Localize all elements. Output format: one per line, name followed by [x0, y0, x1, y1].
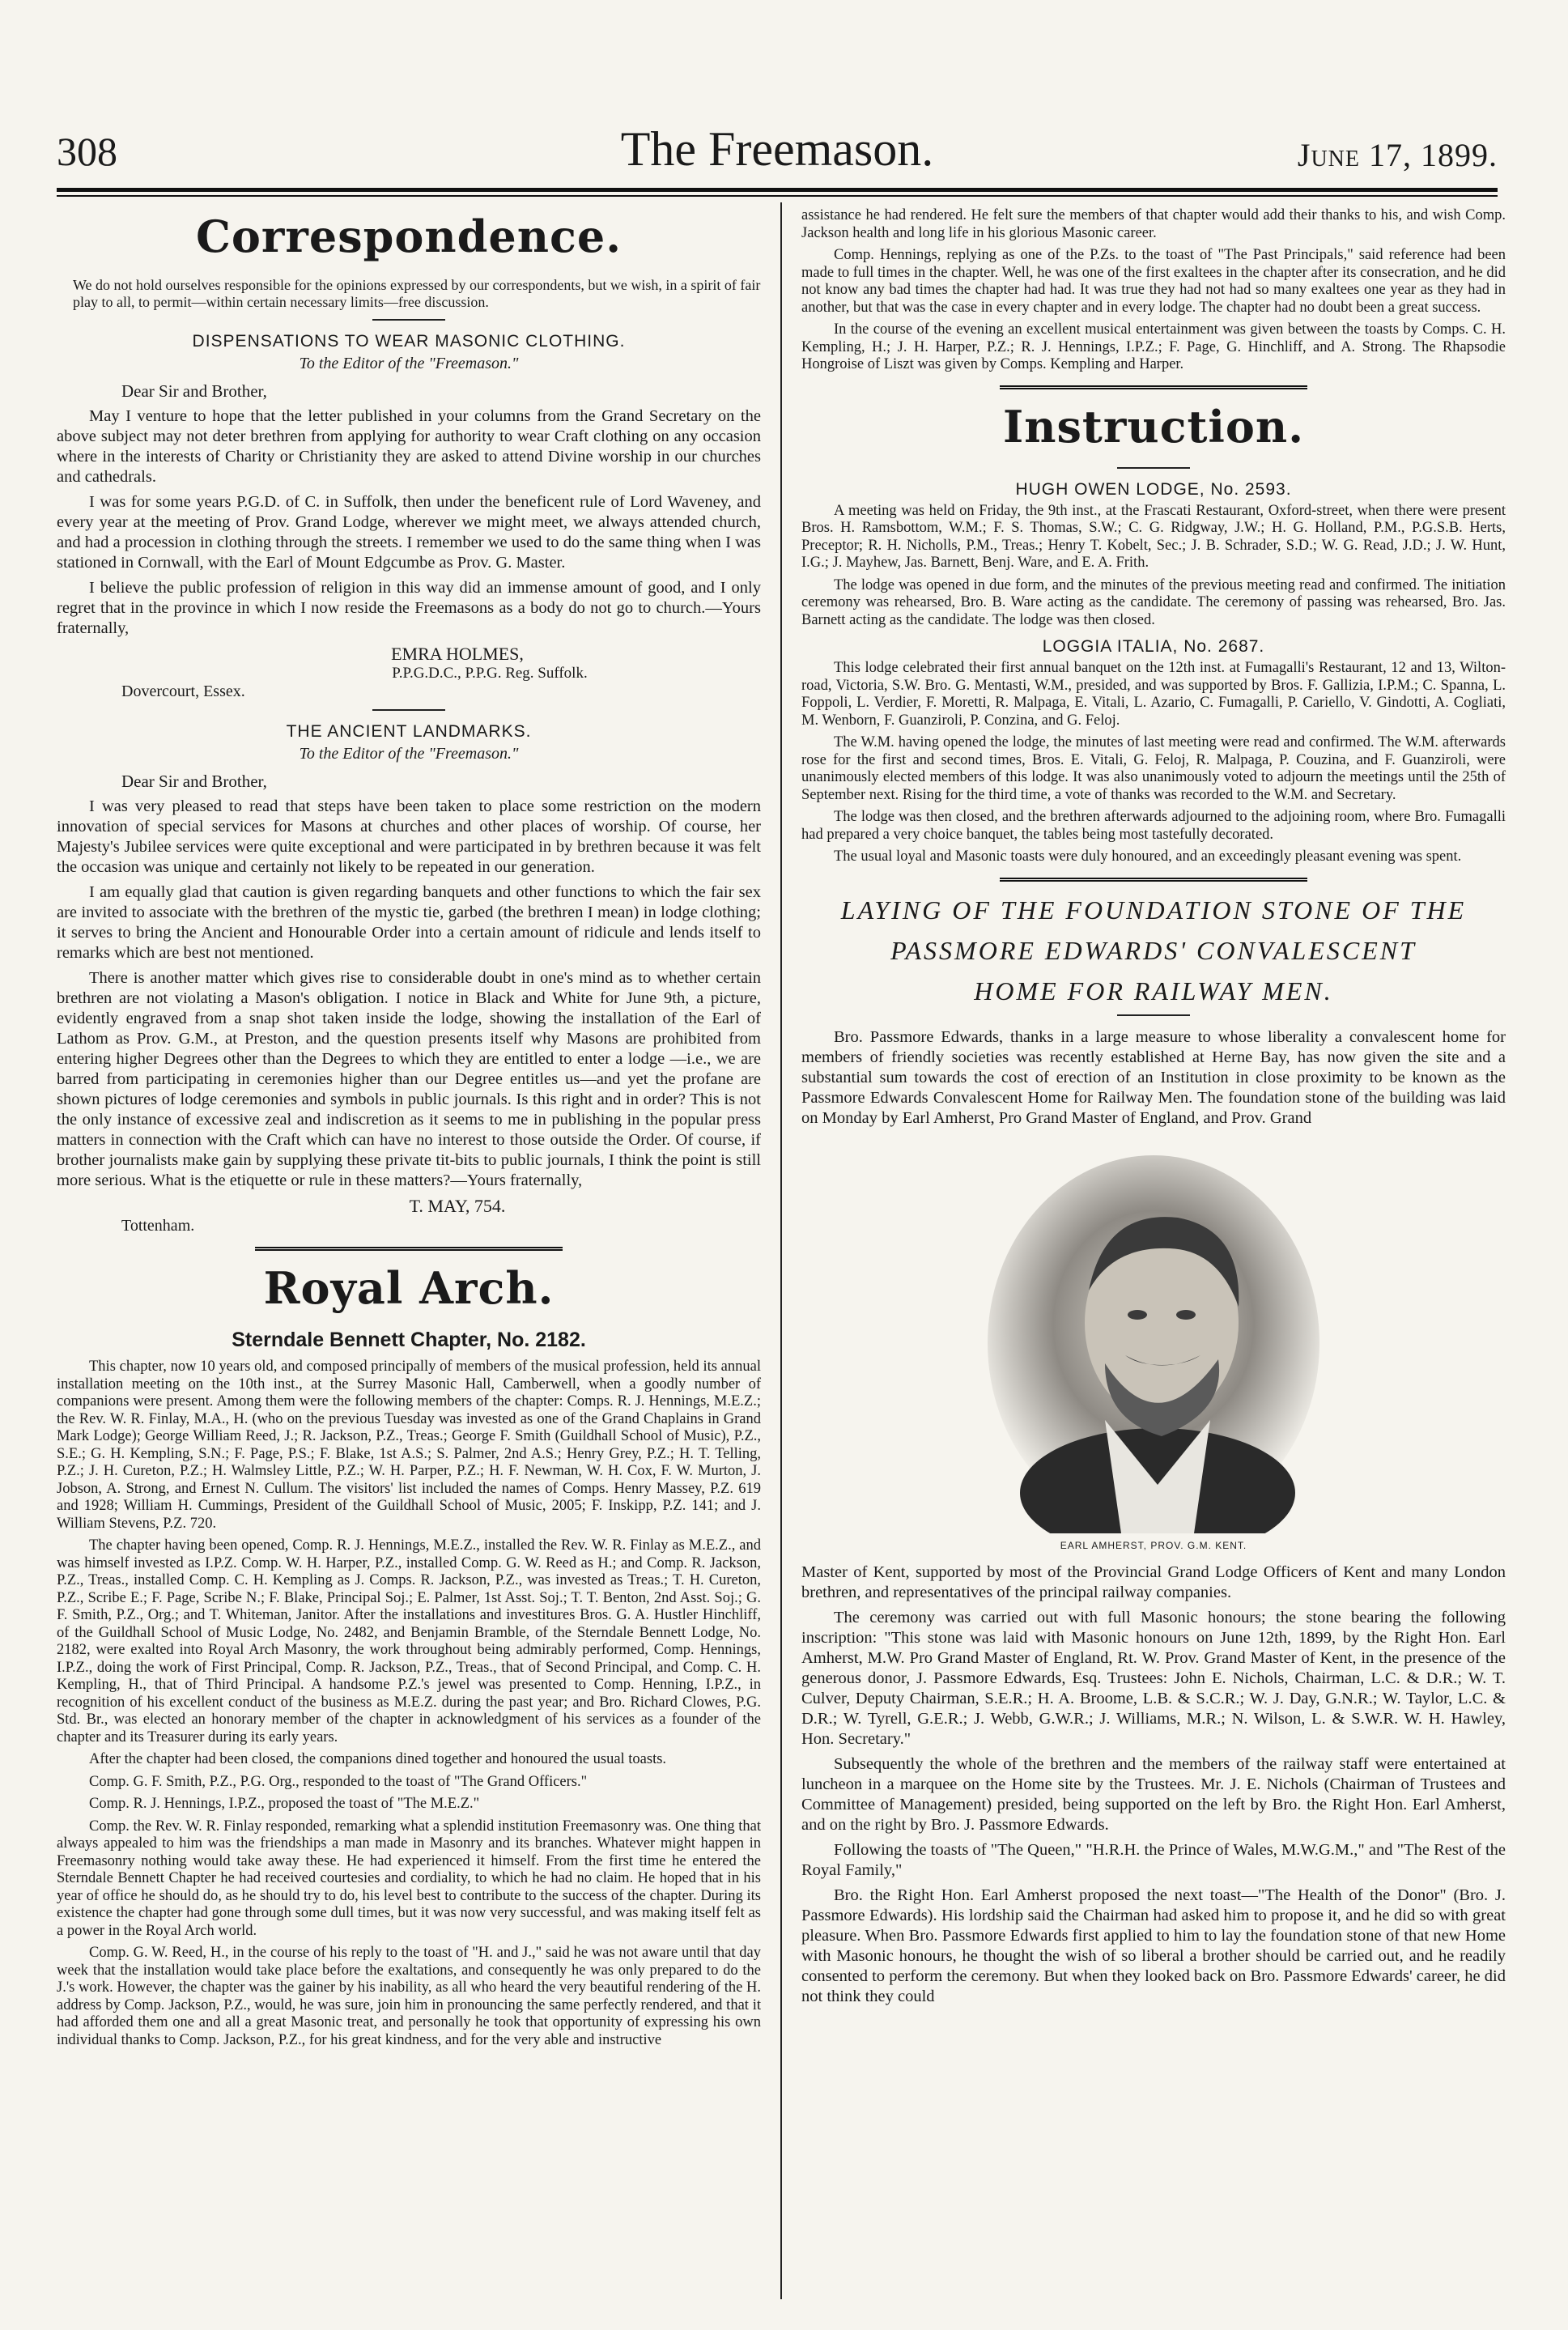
letter1-paragraph: May I venture to hope that the letter published in your columns from the Grand Secretary on the above subject may not deter brethren from applying for authority to wear Craft clothing on any occasion where in the interests of Charity or Christianity they are asked to attend Divine worship in our churches and cathedrals. [57, 407, 761, 486]
short-rule [372, 709, 445, 711]
correspondence-disclaimer: We do not hold ourselves responsible for the opinions expressed by our correspondents, but we wish, in a spirit of fair play to all, to permit—within certain necessary limits—free discussion. [73, 277, 761, 310]
lodge2-paragraph: The usual loyal and Masonic toasts were duly honoured, and an exceedingly pleasant evening was spent. [834, 848, 1462, 865]
continued-paragraph: assistance he had rendered. He felt sure the members of that chapter would add their thanks to his, and wish Comp. Jackson health and long life in his glorious Masonic career. [801, 207, 1506, 241]
section-rule [1000, 385, 1307, 389]
letter2-paragraph: There is another matter which gives rise to considerable doubt in one's mind as to whether certain brethren are not violating a Mason's obligation. I notice in Black and White for June 9th, a picture, evidently engraved from a snap shot taken inside the lodge, showing the installation of the Earl of Lathom as Prov. G.M., at Preston, and the question presents itself why Masons are prohibited from entering higher Degrees other than the Degrees to which they are entitled to enter a lodge —i.e., we are barred from participating in ceremonies higher than our Degree entitles us—and yet the profane are shown pictures of lodge ceremonies and symbols in public journals. Is this right and in order? This is not the only instance of excessive zeal and indiscretion as it seems to me in publishing in the popular press matters in connection with the Craft which can have no interest to those outside the Order. Of course, if brother journalists make gain by supplying these private tit-bits to public journals, I think the point is still more serious. What is the etiquette or rule in these matters?—Yours fraternally, [57, 969, 761, 1189]
lodge2-paragraph: This lodge celebrated their first annual banquet on the 12th inst. at Fumagalli's Restaurant, 12 and 13, Wilton-road, Victoria, S.W. Bro. G. Mentasti, W.M., presided, and was supported by Bros. F. Gallizia, I.P.M.; C. Spanna, L. Foppoli, L. Verdier, F. Moretti, R. Malpaga, E. Vitali, L. Azario, C. Fumagalli, P. Cariello, V. Gindotti, A. Cogliati, M. Wenborn, F. Guanziroli, P. Conzina, and G. Feloj. [801, 660, 1506, 729]
lodge2-paragraph: The lodge was then closed, and the brethren afterwards adjourned to the adjoining room, where Bro. Fumagalli had prepared a very choice banquet, the tables being most tastefully decorated. [801, 809, 1506, 843]
instruction-heading: Instruction. [1003, 400, 1304, 453]
lodge1-paragraph: A meeting was held on Friday, the 9th inst., at the Frascati Restaurant, Oxford-street, when there were present Bros. H. Ramsbottom, W.M.; F. S. Thomas, S.W.; C. G. Ridgway, J.W.; H. G. Holland, P.M., P.G.S.B. Herts, Preceptor; R. H. Nicholls, P.M., Treas.; Henry T. Kobelt, Sec.; J. B. Schrader, S.D.; W. G. Read, J.D.; J. W. Hunt, I.G.; J. Mayhew, Jas. Barnett, Benj. Ware, and E. A. Frith. [801, 502, 1506, 571]
laying-paragraph: Following the toasts of "The Queen," "H.R.H. the Prince of Wales, M.W.G.M.," and "The Rest of the Royal Family," [801, 1840, 1506, 1879]
laying-paragraph: Master of Kent, supported by most of the Provincial Grand Lodge Officers of Kent and many London brethren, and representatives of the principal railway companies. [801, 1563, 1506, 1601]
portrait-caption: EARL AMHERST, PROV. G.M. KENT. [1060, 1539, 1247, 1551]
chapter-title: Sterndale Bennett Chapter, No. 2182. [232, 1329, 586, 1351]
right-column [801, 207, 1506, 2012]
lodge2-paragraph: The W.M. having opened the lodge, the minutes of last meeting were read and confirmed. The W.M. afterwards rose for the first and second times, Bros. E. Vitali, G. Feloj, R. Malpaga, P. Couzina, and F. Guanziroli, were unanimously elected members of this lodge. It was also unanimously voted to adjourn the meetings until the 25th of September next. Rising for the third time, a vote of thanks was recorded to the W.M. and Secretary. [801, 734, 1506, 803]
continued-body [801, 207, 1506, 374]
lodge1-paragraph: The lodge was opened in due form, and the minutes of the previous meeting read and confirmed. The initiation ceremony was rehearsed, Bro. B. Ware acting as the candidate. The ceremony of passing was rehearsed, Bro. Jas. Barnett acting as the candidate. The lodge was then closed. [801, 576, 1506, 628]
letter1-signature: EMRA HOLMES, [391, 644, 524, 664]
continued-paragraph: Comp. Hennings, replying as one of the P.Zs. to the toast of "The Past Principals," said reference had been made to full times in the chapter. Well, he was one of the first exaltees in the chapter after its consecration, and he did not know any bad times the chapter had had. It was true they had not had so many exaltees one year as they had in another, but that was the case in every chapter and in every lodge. The chapter had no doubt been a great success. [801, 247, 1506, 316]
lodge2-title: LOGGIA ITALIA, No. 2687. [1042, 637, 1265, 656]
issue-date: June 17, 1899. [1297, 137, 1498, 173]
section-rule [255, 1247, 563, 1251]
short-rule [372, 319, 445, 321]
letter1-paragraph: I was for some years P.G.D. of C. in Suffolk, then under the beneficent rule of Lord Waveney, and every year at the meeting of Prov. Grand Lodge, wherever we might meet, we always attended church, and had a procession in clothing through the streets. I remember we used to do the same thing when I was stationed in Cornwall, with the Earl of Mount Edgcumbe as Prov. G. Master. [57, 493, 761, 572]
letter1-address: Dovercourt, Essex. [121, 682, 245, 700]
letter2-address: Tottenham. [121, 1217, 195, 1235]
laying-heading-line: PASSMORE EDWARDS' CONVALESCENT [890, 935, 1417, 965]
short-rule [1117, 1014, 1190, 1016]
continued-paragraph: In the course of the evening an excellent musical entertainment was given between the toasts by Comps. C. H. Kempling, H.; J. H. Harper, P.Z.; R. J. Hennings, I.P.Z.; F. Page, G. Hinchliff, and A. Strong. The Rhapsodie Hongroise of Liszt was given by Comps. Kempling and Harper. [801, 321, 1506, 372]
letter2-paragraph: I was very pleased to read that steps have been taken to place some restriction on the modern innovation of special services for Masons at churches and other places of worship. Of course, her Majesty's Jubilee services were quite exceptional and were participated in by brethren because it was felt the occasion was unique and certainly not likely to be repeated in our generation. [57, 797, 761, 876]
royal-arch-paragraph: Comp. G. F. Smith, P.Z., P.G. Org., responded to the toast of "The Grand Officers." [89, 1773, 588, 1790]
letter1-paragraph: I believe the public profession of religion in this way did an immense amount of good, and I only regret that in the province in which I now reside the Freemasons as a body do not go to church.—Yours fraternally, [57, 579, 761, 637]
royal-arch-paragraph: Comp. G. W. Reed, H., in the course of his reply to the toast of "H. and J.," said he was not aware until that day week that the installation would take place before the exaltations, and consequently he was only prepared to do the J.'s work. However, the chapter was the gainer by his inability, as all who heard the very beautiful rendering of the H. address by Comp. Jackson, P.Z., would, he was sure, join him in pronouncing the same perfectly rendered, and that it had afforded them one and all a great Masonic treat, and personally he took that opportunity of expressing his own individual thanks to Comp. Jackson, P.Z., for his great kindness, and for the very able and instructive [57, 1945, 761, 2048]
letter1-signature-title: P.P.G.D.C., P.P.G. Reg. Suffolk. [392, 665, 588, 682]
royal-arch-body [57, 1358, 761, 2049]
lodge1-body [801, 503, 1506, 630]
laying-paragraph: Bro. Passmore Edwards, thanks in a large measure to whose liberality a convalescent home for members of friendly societies was recently established at Herne Bay, has now given the site and a substantial sum towards the cost of erection of an Institution in close proximity to be known as the Passmore Edwards Convalescent Home for Railway Men. The foundation stone of the building was laid on Monday by Earl Amherst, Pro Grand Master of England, and Prov. Grand [801, 1027, 1506, 1127]
portrait-image [984, 1153, 1324, 1533]
letter2-to: To the Editor of the "Freemason." [299, 745, 519, 763]
masthead [57, 121, 1498, 186]
column-divider [780, 202, 782, 2299]
letter2-salutation: Dear Sir and Brother, [121, 772, 267, 791]
letter1-salutation: Dear Sir and Brother, [121, 381, 267, 401]
laying-paragraph: The ceremony was carried out with full Masonic honours; the stone bearing the following inscription: "This stone was laid with Masonic honours on June 12th, 1899, by the Right Hon. Earl Amherst, M.W. Pro Grand Master of England, Rt. W. Prov. Grand Master of Kent, in the presence of the generous donor, J. Passmore Edwards, Esq. Trustees: John E. Nichols, Chairman, L.C. & D.R.; W. T. Culver, Deputy Chairman, S.E.R.; H. A. Broome, L.B. & S.C.R.; W. J. Day, G.N.R.; W. Taylor, L.C. & D.R.; W. Tyrell, G.E.R.; J. Webb, G.W.R.; J. Williams, M.R.; N. Wilson, L. & S.W.R. W. H. Hawley, Hon. Secretary." [801, 1608, 1506, 1748]
masthead-rule [57, 188, 1498, 192]
laying-paragraph: Bro. the Right Hon. Earl Amherst proposed the next toast—"The Health of the Donor" (Bro. J. Passmore Edwards). His lordship said the Chairman had asked him to propose it, and he did so with great pleasure. When Bro. Passmore Edwards first applied to him to lay the foundation stone of that new Home with Masonic honours, he thought the wish of so liberal a brother should be carried out, and he readily consented to perform the ceremony. But when they looked back on Bro. Passmore Edwards' career, he did not think they could [801, 1886, 1506, 2005]
correspondence-heading: Correspondence. [195, 210, 623, 262]
page-number: 308 [57, 129, 117, 174]
laying-paragraph: Subsequently the whole of the brethren and the members of the railway staff were entertained at luncheon in a marquee on the Home site by the Trustees. Mr. J. E. Nichols (Chairman of Trustees and Committee of Management) presided, being supported on the left by Bro. the Right Hon. Earl Amherst, and on the right by Bro. J. Passmore Edwards. [801, 1754, 1506, 1834]
lodge1-title: HUGH OWEN LODGE, No. 2593. [1015, 479, 1292, 499]
masthead-rule-thin [57, 195, 1498, 197]
royal-arch-heading: Royal Arch. [263, 1262, 555, 1314]
royal-arch-paragraph: The chapter having been opened, Comp. R. J. Hennings, M.E.Z., installed the Rev. W. R. Finlay as M.E.Z., and was himself invested as I.P.Z. Comp. W. H. Harper, P.Z., installed Comp. G. W. Reed as H.; and Comp. R. Jackson, P.Z., Treas., installed Comp. C. H. Kempling as J. Comps. R. Jackson, P.Z., was invested as Treas.; T. H. Cureton, P.Z., Scribe E.; F. Page, Scribe N.; F. Blake, Principal Soj.; E. Palmer, 1st Asst. Soj.; T. T. Benton, 2nd Asst. Soj.; G. F. Smith, P.Z., Org.; and T. Whiteman, Janitor. After the installations and investitures Bros. G. A. Hustler Hinchliff, of the Guildhall School of Music Lodge, No. 2482, and Benjamin Bramble, of the Sterndale Bennett Lodge, No. 2182, were exalted into Royal Arch Masonry, the work throughout being admirably performed, Comp. Hennings, I.P.Z., doing the work of First Principal, Comp. R. Jackson, P.Z., Treas., that of Second Principal, and Comp. C. H. Kempling, H., that of Third Principal. A handsome P.Z.'s jewel was presented to Comp. Henning, I.P.Z., in recognition of his excellent conduct of the business as M.E.Z. during the past year; and Bro. Richard Clowes, P.G. Std. Br., was elected an honorary member of the chapter in acknowledgment of his services as a founder of the chapter and its Treasurer during its early years. [57, 1537, 761, 1745]
letter2-signature: T. MAY, 754. [409, 1196, 506, 1216]
short-rule [1117, 467, 1190, 469]
royal-arch-paragraph: Comp. the Rev. W. R. Finlay responded, remarking what a splendid institution Freemasonry was. One thing that always appealed to him was the friendships a man made in Masonry and its branches. Whatever might happen in Freemasonry nothing would take away these. He had experienced it himself. From the first time he entered the Sterndale Bennett Chapter he had received courtesies and cordiality, to which he had no claim. He hoped that in his year of office he should do, as he should try to do, his level best to contribute to the success of the chapter. During its existence the chapter had gone through some dull times, but it was now very successful, and was making itself felt as a power in the Royal Arch world. [57, 1818, 761, 1939]
royal-arch-paragraph: After the chapter had been closed, the companions dined together and honoured the usual toasts. [89, 1751, 667, 1767]
section-rule [1000, 878, 1307, 882]
lodge2-body [801, 660, 1506, 866]
letter2-paragraph: I am equally glad that caution is given regarding banquets and other functions to which the fair sex are invited to associate with the brethren of the mystic tie, garbed (the brethren I mean) in lodge clothing; it serves to bring the Ancient and Honourable Order into a certain amount of ridicule and lends itself to remarks which are best not mentioned. [57, 883, 761, 962]
royal-arch-paragraph: Comp. R. J. Hennings, I.P.Z., proposed the toast of "The M.E.Z." [89, 1796, 480, 1812]
laying-heading-line: HOME FOR RAILWAY MEN. [974, 976, 1333, 1006]
letter1-to: To the Editor of the "Freemason." [299, 355, 519, 372]
laying-heading-line: LAYING OF THE FOUNDATION STONE OF THE [840, 895, 1467, 925]
royal-arch-paragraph: This chapter, now 10 years old, and composed principally of members of the musical profession, held its annual installation meeting on the 10th inst., at the Surrey Masonic Hall, Camberwell, when a goodly number of companions were present. Among them were the following members of the chapter: Comps. R. J. Hennings, M.E.Z.; the Rev. W. R. Finlay, M.A., H. (who on the previous Tuesday was invested as one of the Grand Chaplains in Grand Mark Lodge); George William Reed, J.; R. Jackson, P.Z., Treas.; George F. Smith (Guildhall School of Music), P.Z., S.E.; G. H. Kempling, S.N.; F. Page, P.S.; F. Blake, 1st A.S.; S. Palmer, 2nd A.S.; Henry Grey, P.Z.; H. T. Telling, P.Z.; J. H. Cureton, P.Z.; H. Walmsley Little, P.Z.; W. H. Parper, P.Z.; H. F. Newman, W. H. Cox, F. W. Murton, J. Jobson, A. Strong, and Ernest N. Cullum. The visitors' list included the names of Comps. Henry Massey, P.Z. 619 and 1928; William H. Cummings, President of the Guildhall School of Music, 2005; F. Inskipp, P.Z. 141; and J. William Stevens, P.Z. 720. [57, 1358, 761, 1532]
letter1-title: DISPENSATIONS TO WEAR MASONIC CLOTHING. [192, 332, 626, 351]
left-column [57, 207, 761, 2054]
newspaper-title: The Freemason. [620, 122, 934, 176]
letter2-title: THE ANCIENT LANDMARKS. [286, 722, 532, 741]
